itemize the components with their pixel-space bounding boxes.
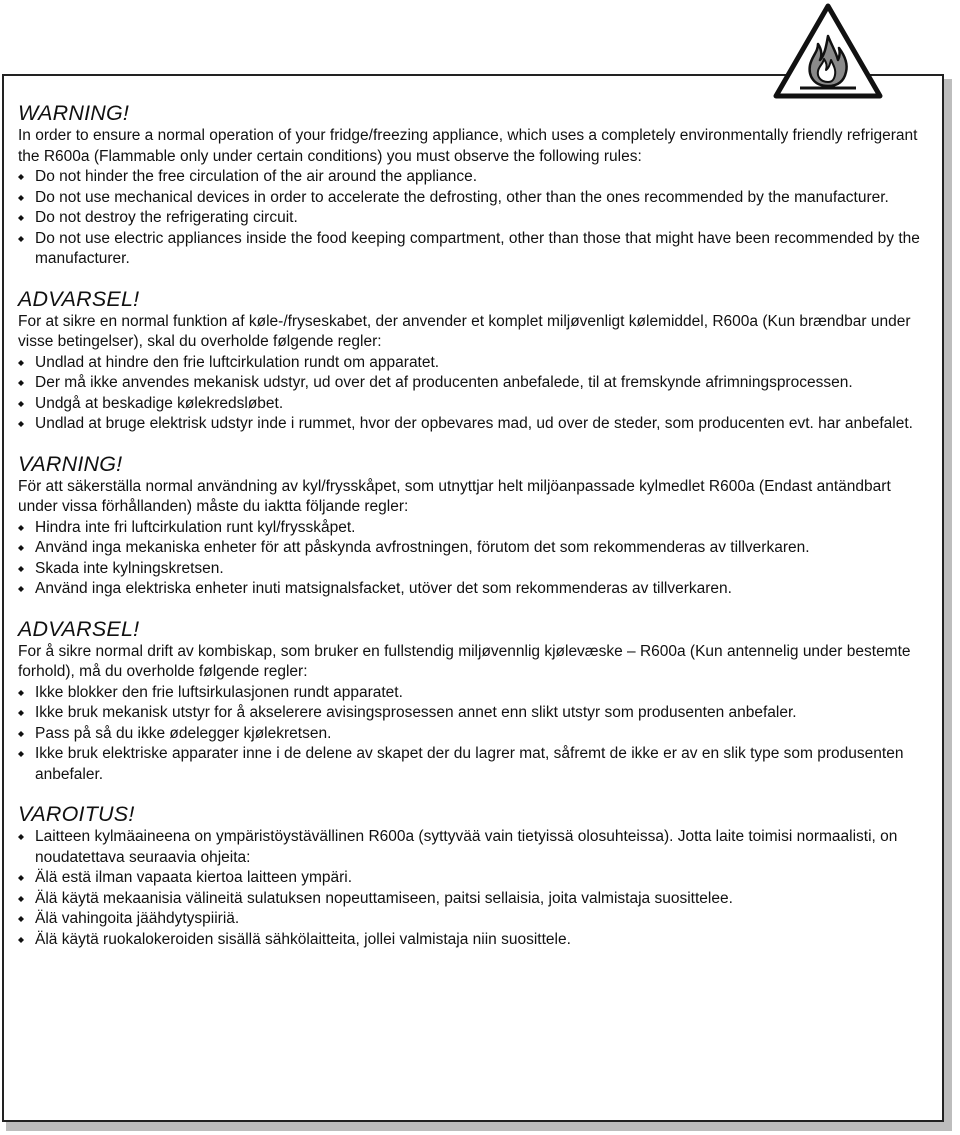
diamond-bullet-icon — [18, 751, 24, 757]
diamond-bullet-icon — [18, 566, 24, 572]
list-item: Älä käytä ruokalokeroiden sisällä sähkölaitteita, jollei valmistaja niin suosittele. — [18, 930, 928, 951]
rules-list-en — [18, 167, 928, 270]
diamond-bullet-icon — [18, 236, 24, 242]
rules-list-no — [18, 683, 928, 786]
section-intro-da: For at sikre en normal funktion af køle-/fryseskabet, der anvender et komplet miljøvenligt kølemiddel, R600a (Kun brændbar under visse betingelser), skal du overholde følgende regler: — [18, 312, 911, 350]
diamond-bullet-icon — [18, 360, 24, 366]
diamond-bullet-icon — [18, 545, 24, 551]
section-title-da: ADVARSEL! — [18, 286, 140, 311]
list-item: Do not destroy the refrigerating circuit. — [18, 208, 928, 229]
list-item: Använd inga mekaniska enheter för att påskynda avfrostningen, förutom det som rekommenderas av tillverkaren. — [18, 538, 928, 559]
rules-list-sv — [18, 518, 928, 600]
list-item: Ikke bruk elektriske apparater inne i de delene av skapet der du lagrer mat, såfremt de ikke er av en slik type som produsenten anbefaler. — [18, 744, 928, 785]
list-item: Pass på så du ikke ødelegger kjølekretsen. — [18, 724, 928, 745]
section-title-no: ADVARSEL! — [18, 616, 140, 641]
section-title-en: WARNING! — [18, 101, 130, 125]
warnings-content — [18, 100, 928, 950]
list-item: Skada inte kylningskretsen. — [18, 559, 928, 580]
diamond-bullet-icon — [18, 421, 24, 427]
diamond-bullet-icon — [18, 937, 24, 943]
list-item: Undlad at hindre den frie luftcirkulation rundt om apparatet. — [18, 353, 928, 374]
list-item: Älä käytä mekaanisia välineitä sulatuksen nopeuttamiseen, paitsi sellaisia, joita valmistaja suosittelee. — [18, 889, 928, 910]
diamond-bullet-icon — [18, 586, 24, 592]
diamond-bullet-icon — [18, 215, 24, 221]
list-item: Älä vahingoita jäähdytyspiiriä. — [18, 909, 928, 930]
section-intro-en: In order to ensure a normal operation of your fridge/freezing appliance, which uses a completely environmentally friendly refrigerant the R600a (Flammable only under certain conditions) you must observe the following rules: — [18, 127, 918, 165]
diamond-bullet-icon — [18, 896, 24, 902]
list-item: Do not use mechanical devices in order to accelerate the defrosting, other than the ones recommended by the manufacturer. — [18, 188, 928, 209]
list-item: Ikke blokker den frie luftsirkulasjonen rundt apparatet. — [18, 683, 928, 704]
section-title-sv: VARNING! — [18, 451, 123, 476]
list-item: Använd inga elektriska enheter inuti matsignalsfacket, utöver det som rekommenderas av tillverkaren. — [18, 579, 928, 600]
section-title-fi: VAROITUS! — [18, 802, 135, 826]
rules-list-fi — [18, 827, 928, 950]
diamond-bullet-icon — [18, 174, 24, 180]
diamond-bullet-icon — [18, 731, 24, 737]
diamond-bullet-icon — [18, 525, 24, 531]
diamond-bullet-icon — [18, 834, 24, 840]
section-intro-no: For å sikre normal drift av kombiskap, som bruker en fullstendig miljøvennlig kjølevæske – R600a (Kun antennelig under bestemte forhold), må du overholde følgende regler: — [18, 642, 911, 680]
diamond-bullet-icon — [18, 380, 24, 386]
list-item: Älä estä ilman vapaata kiertoa laitteen ympäri. — [18, 868, 928, 889]
diamond-bullet-icon — [18, 916, 24, 922]
diamond-bullet-icon — [18, 710, 24, 716]
list-item: Der må ikke anvendes mekanisk udstyr, ud over det af producenten anbefalede, til at fremskynde afrimningsprocessen. — [18, 373, 928, 394]
list-item: Undlad at bruge elektrisk udstyr inde i rummet, hvor der opbevares mad, ud over de steder, som producenten evt. har anbefalet. — [18, 414, 928, 435]
list-item: Do not use electric appliances inside the food keeping compartment, other than those that might have been recommended by the manufacturer. — [18, 229, 928, 270]
diamond-bullet-icon — [18, 690, 24, 696]
list-item: Ikke bruk mekanisk utstyr for å akselerere avisingsprosessen annet enn slikt utstyr som produsenten anbefaler. — [18, 703, 928, 724]
section-intro-sv: För att säkerställa normal användning av kyl/frysskåpet, som utnyttjar helt miljöanpassade kylmedlet R600a (Endast antändbart under vissa förhållanden) måste du iaktta följande regler: — [18, 477, 891, 515]
flammable-warning-icon — [772, 2, 884, 99]
rules-list-da — [18, 353, 928, 435]
list-item: Laitteen kylmäaineena on ympäristöystävällinen R600a (syttyvää vain tietyissä olosuhteissa). Jotta laite toimisi normaalisti, on noudatettava seuraavia ohjeita: — [18, 827, 928, 868]
diamond-bullet-icon — [18, 875, 24, 881]
list-item: Undgå at beskadige kølekredsløbet. — [18, 394, 928, 415]
list-item: Hindra inte fri luftcirkulation runt kyl/frysskåpet. — [18, 518, 928, 539]
diamond-bullet-icon — [18, 401, 24, 407]
diamond-bullet-icon — [18, 195, 24, 201]
list-item: Do not hinder the free circulation of the air around the appliance. — [18, 167, 928, 188]
